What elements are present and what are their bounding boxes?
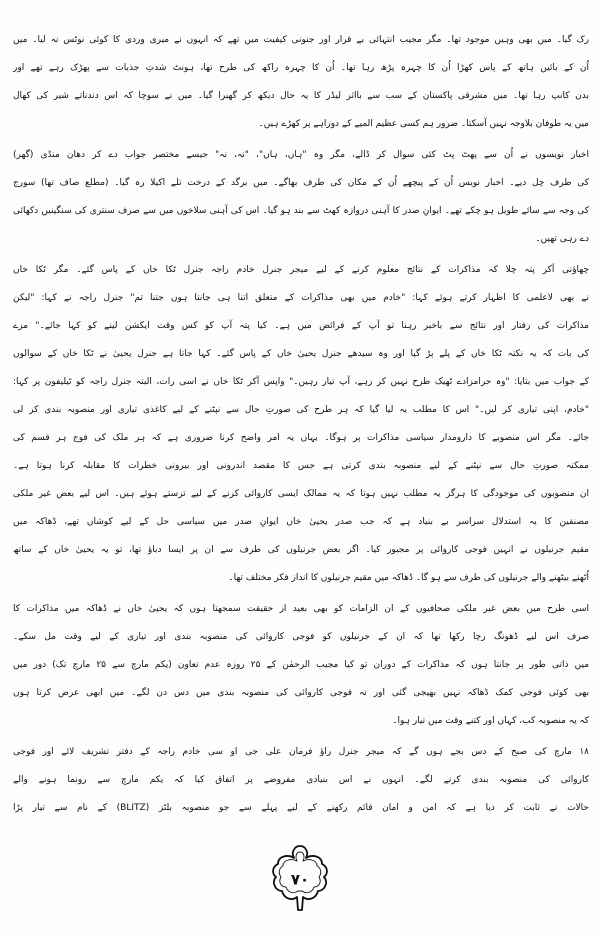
line-text: میں یہ طوفان بلاوجہ نہیں آسکتا۔ ضرور ہم کسی عظیم المیے کے دوراہے پر کھڑے ہیں۔: [258, 119, 589, 129]
text-line: [13, 368, 589, 396]
paragraph: [13, 141, 589, 253]
text-line: [13, 623, 589, 651]
line-text: کے جواب میں بتایا: "وہ حرامزادے ٹھیک طرح نہیں کر رہے، آپ تیار رہیں۔" واپس آکر ٹکا خاں نے اسی رات، البتہ جنرل راجہ کو ٹیلیفون پر کہا:: [13, 377, 589, 387]
text-line: [13, 284, 589, 312]
text-line: [13, 54, 589, 82]
paragraph: [13, 256, 589, 592]
body-text: [13, 26, 589, 822]
line-text: چھاؤنی آکر پتہ چلا کہ مذاکرات کے نتائج معلوم کرنے کے لیے میجر جنرل خادم راجہ جنرل ٹکا خاں کے پاس گئے۔ مگر ٹکا خاں: [13, 265, 589, 275]
text-line: [13, 508, 589, 536]
text-line: [13, 651, 589, 679]
line-text: کی بات کہ یہ نکتہ ٹکا خاں کے پلے پڑ گیا اور وہ سیدھے جنرل یحییٰ خاں کے پاس گئے۔ کہا جاتا ہے جنرل یحییٰ نے ٹکا خاں کے سوالوں: [13, 349, 589, 359]
line-text: کی وجہ سے سائے طویل ہو چکے تھے۔ ایوانِ صدر کا آہنی دروازہ کھٹ سے بند ہو گیا۔ اس کی آہنی سلاخوں میں سے صرف سنتری کی سنگینیں دکھائی: [13, 206, 589, 216]
line-text: کی طرف چل دیے۔ اخبار نویس اُن کے پیچھے اُن کے مکان کی طرف بھاگے۔ میں برگد کے درخت تلے اکیلا رہ گیا۔ (مطلع صاف تھا) سورج: [13, 178, 589, 188]
text-line: [13, 738, 589, 766]
paragraph: [13, 595, 589, 735]
text-line: [13, 424, 589, 452]
line-text: نے بھی لاعلمی کا اظہار کرتے ہوئے کہا: "خادم میں بھی مذاکرات کے متعلق اتنا ہی جانتا ہوں جتنا تم" جنرل راجہ نے کہا: "لیکن: [13, 293, 589, 303]
text-line: [13, 169, 589, 197]
line-text: مذاکرات کی رفتار اور نتائج سے باخبر رہنا تو آپ کے فرائض میں ہے۔ کیا پتہ آپ کو کس وقت ایکشن لینے کو کہا جائے۔" مزے: [13, 321, 589, 331]
text-line: [13, 564, 589, 592]
line-text: ۱۸ مارچ کی صبح کے دس بجے ہوں گے کہ میجر جنرل راؤ فرمان علی جی او سی خادم راجہ کے دفتر تشریف لائے اور فوجی: [13, 747, 589, 757]
line-text: میں ذاتی طور پر جانتا ہوں کہ مذاکرات کے دوران تو کیا مجیب الرحمٰن کے ۲۵ روزہ عدم تعاون (یکم مارچ سے ۲۵ مارچ تک) دور میں: [13, 660, 589, 670]
text-line: [13, 225, 589, 253]
line-text: اخبار نویسوں نے اُن سے پھٹ پٹ کئی سوال کر ڈالے، مگر وہ "ہاں، ہاں"، "نہ، نہ" جیسے مختصر جواب دے کر دھان منڈی (گھر): [13, 150, 589, 160]
text-line: [13, 794, 589, 822]
line-text: حالات نے ثابت کر دیا ہے کہ امن و امان قائم رکھنے کے لیے پہلے سے جو منصوبہ بلٹز (BLITZ) کے نام سے تیار پڑا: [13, 803, 589, 813]
line-text: مقیم جرنیلوں نے انہیں فوجی کاروائی پر مجبور کیا۔ اگر بعض جرنیلوں کی طرف سے ان پر ایسا دباؤ تھا، تو یہ یحییٰ خاں کے ساتھ: [13, 545, 589, 555]
text-line: [13, 26, 589, 54]
line-text: دے رہی تھیں۔: [535, 234, 589, 244]
text-line: [13, 82, 589, 110]
text-line: [13, 452, 589, 480]
text-line: [13, 480, 589, 508]
line-text: اُن کے بائیں ہاتھ کے پاس کھڑا اُن کا چہرہ پڑھ رہا تھا۔ اُن کا چہرہ راکھ کی طرح تھا، ہونٹ شدتِ جذبات سے پھڑک رہے تھے اور: [13, 63, 589, 73]
line-text: رک گیا۔ میں بھی وہیں موجود تھا۔ مگر مجیب انتہائی بے قرار اور جنونی کیفیت میں تھے کہ انہوں نے میری وردی کا کوئی نوٹس نہ لیا۔ میں: [13, 35, 589, 45]
text-line: [13, 595, 589, 623]
leaf-ornament-icon: [268, 842, 332, 916]
line-text: جائے۔ مگر اس منصوبے کا دارومدار سیاسی مذاکرات پر ہوگا۔ یہاں یہ امر واضح کرنا ضروری ہے کہ ہر ملک کی فوج ہر قسم کی: [13, 433, 589, 443]
line-text: ان منصوبوں کی موجودگی کا ہرگز یہ مطلب نہیں ہوتا کہ یہ ممالک ایسی کاروائی کرنے کے لیے ترستے ہوئے ہیں۔ اس لیے بعض غیر ملکی: [13, 489, 589, 499]
line-text: بھی کوئی فوجی کمک ڈھاکہ نہیں بھیجی گئی اور نہ فوجی کاروائی کی منصوبہ بندی میں دس دن لگے۔ میں ابھی عرض کرتا ہوں: [13, 688, 589, 698]
text-line: [13, 536, 589, 564]
paragraph: [13, 26, 589, 138]
line-text: اسی طرح میں بعض غیر ملکی صحافیوں کے ان الزامات کو بھی بعید از حقیقت سمجھتا ہوں کہ یحییٰ خاں نے ڈھاکہ میں مذاکرات کا: [13, 604, 589, 614]
line-text: صرف اس لیے ڈھونگ رچا رکھا تھا کہ ان کے جرنیلوں کو فوجی کاروائی کی منصوبہ بندی اور تیاری کے لیے وقت مل سکے۔: [13, 632, 589, 642]
line-text: ممکنہ صورتِ حال سے نپٹنے کے لیے منصوبہ بندی کرتی ہے جس کا مقصد اندرونی اور بیرونی خطرات کا مقابلہ کرنا ہوتا ہے۔: [13, 461, 589, 471]
text-line: [13, 340, 589, 368]
line-text: "خادم، اپنی تیاری کر لیں۔" اس کا مطلب یہ لیا گیا کہ ہر طرح کی صورتِ حال سے نپٹنے کے لیے کاغذی تیاری اور منصوبہ بندی کر لی: [13, 405, 589, 415]
page-number-ornament: [268, 842, 332, 916]
line-text: اُٹھنے بیٹھنے والے جرنیلوں کی طرف سے ہو گا۔ ڈھاکہ میں مقیم جرنیلوں کا انداز فکر مختلف تھا۔: [228, 573, 589, 583]
line-text: مصنفین کا یہ استدلال سراسر بے بنیاد ہے کہ جب صدر یحییٰ خاں ایوانِ صدر میں سیاسی حل کے لیے کوشاں تھے، ڈھاکہ میں: [13, 517, 589, 527]
text-line: [13, 766, 589, 794]
text-line: [13, 396, 589, 424]
text-line: [13, 312, 589, 340]
line-text: کاروائی کی منصوبہ بندی کرنے لگے۔ انہوں نے اس بنیادی مفروضے پر اتفاق کیا کہ یکم مارچ سے رونما ہونے والے: [13, 775, 589, 785]
text-line: [13, 197, 589, 225]
text-line: [13, 707, 589, 735]
page-number: ۷۰: [290, 870, 310, 889]
line-text: کہ یہ منصوبہ کب، کہاں اور کتنے وقت میں تیار ہوا۔: [392, 716, 589, 726]
paragraph: [13, 738, 589, 822]
text-line: [13, 141, 589, 169]
text-line: [13, 256, 589, 284]
line-text: بدن کانپ رہا تھا۔ میں مشرقی پاکستان کے سب سے بااثر لیڈر کا یہ حال دیکھ کر گھبرا گیا۔ میں نے سوچا کہ اس دندناتے شیر کی کھال: [13, 91, 589, 101]
text-line: [13, 110, 589, 138]
text-line: [13, 679, 589, 707]
